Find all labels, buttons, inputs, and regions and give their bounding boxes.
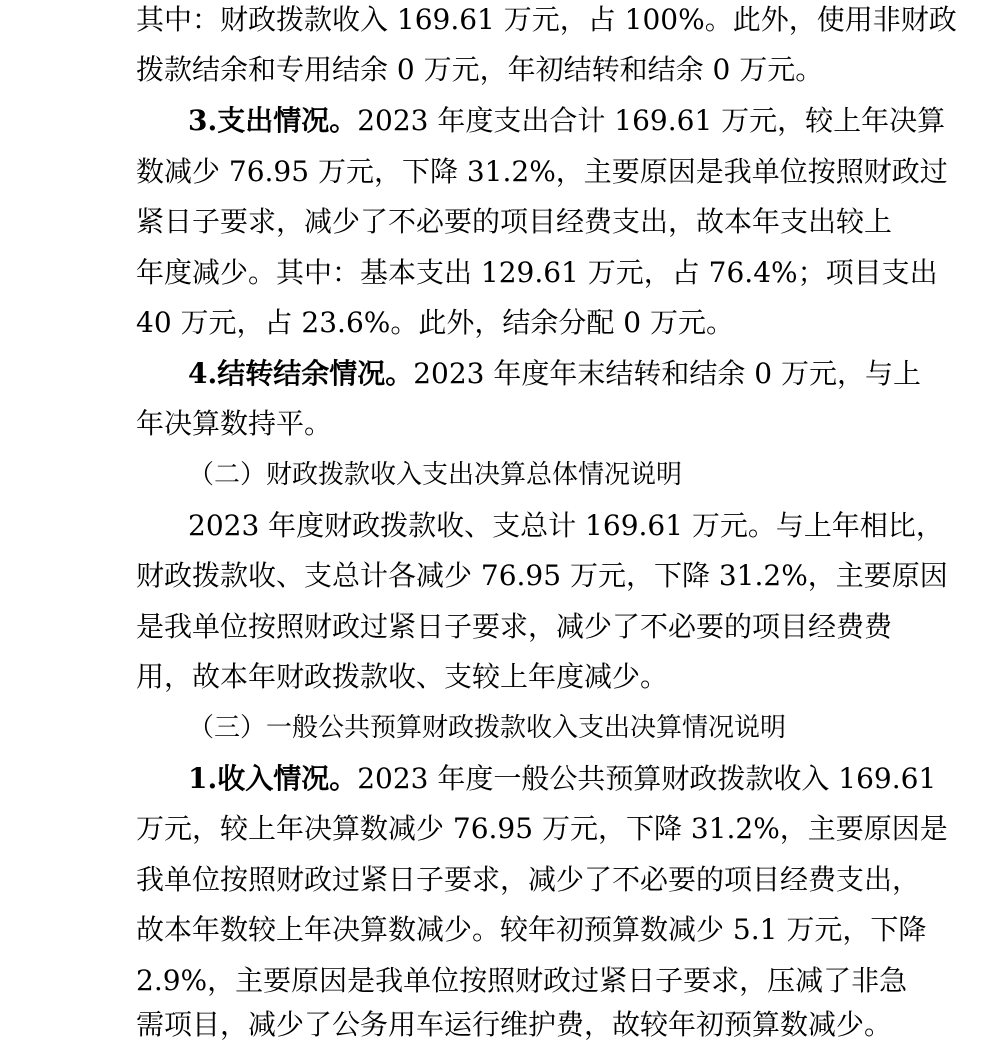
paragraph-text: 2023 年度一般公共预算财政拨款收入 169.61 [357, 762, 937, 795]
paragraph-text: 2023 年度支出合计 169.61 万元，较上年决算 [357, 104, 946, 137]
section-4-title: 4.结转结余情况。 [188, 357, 414, 390]
paragraph-line: 需项目，减少了公务用车运行维护费，故较年初预算数减少。 [136, 1008, 893, 1041]
section-3-line [188, 104, 946, 154]
section-4-line [188, 357, 922, 407]
section-3-title: 3.支出情况。 [188, 104, 358, 137]
paragraph-line: 其中：财政拨款收入 169.61 万元，占 100%。此外，使用非财政 [136, 3, 957, 36]
paragraph-line: 40 万元，占 23.6%。此外，结余分配 0 万元。 [136, 306, 734, 339]
paragraph-line: 2.9%，主要原因是我单位按照财政过紧日子要求，压减了非急 [136, 964, 908, 997]
paragraph-line: 数减少 76.95 万元，下降 31.2%，主要原因是我单位按照财政过 [136, 155, 948, 188]
section-1-line [188, 762, 937, 812]
paragraph-line: 财政拨款收、支总计各减少 76.95 万元，下降 31.2%，主要原因 [136, 559, 948, 592]
paragraph-line: 年决算数持平。 [136, 407, 333, 440]
paragraph-line: 拨款结余和专用结余 0 万元，年初结转和结余 0 万元。 [136, 53, 824, 86]
paragraph-text: 2023 年度年末结转和结余 0 万元，与上 [413, 357, 922, 390]
paragraph-line: 紧日子要求，减少了不必要的项目经费支出，故本年支出较上 [136, 205, 893, 238]
section-1-title: 1.收入情况。 [188, 762, 358, 795]
paragraph-line: 故本年数较上年决算数减少。较年初预算数减少 5.1 万元，下降 [136, 913, 927, 946]
paragraph-line: 2023 年度财政拨款收、支总计 169.61 万元。与上年相比， [188, 509, 944, 542]
heading-section-2: （二）财政拨款收入支出决算总体情况说明 [188, 460, 683, 490]
paragraph-line: 我单位按照财政过紧日子要求，减少了不必要的项目经费支出， [136, 863, 921, 896]
paragraph-line: 万元，较上年决算数减少 76.95 万元，下降 31.2%，主要原因是 [136, 812, 948, 845]
paragraph-line: 用，故本年财政拨款收、支较上年度减少。 [136, 660, 669, 693]
heading-section-3: （三）一般公共预算财政拨款收入支出决算情况说明 [188, 713, 787, 743]
paragraph-line: 是我单位按照财政过紧日子要求，减少了不必要的项目经费费 [136, 610, 893, 643]
paragraph-line: 年度减少。其中：基本支出 129.61 万元，占 76.4%；项目支出 [136, 256, 938, 289]
